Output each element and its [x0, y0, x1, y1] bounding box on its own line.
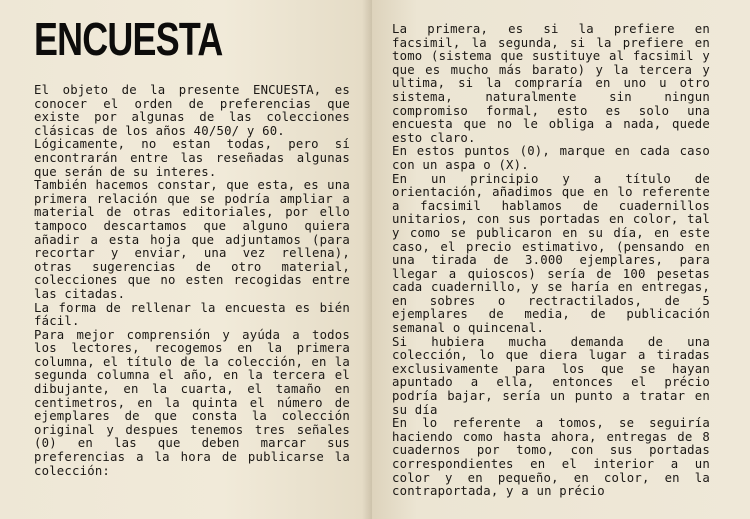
- left-page: [0, 0, 372, 519]
- paragraph: En lo referente a tomos, se seguiría haciendo como hasta ahora, entregas de 8 cuadernos por tomo, con sus portadas correspondientes en el interior a un color y en pequeño, en color, en la contraportada, y a un précio: [392, 416, 710, 499]
- paragraph: Para mejor comprensión y ayúda a todos los lectores, recogemos en la primera columna, el título de la colección, en la segunda columna el año, en la tercera el dibujante, en la cuarta, el tamaño en centimetros, en la quinta el número de ejemplares de que consta la colección original y despues tenemos tres señales (0) en las que deben marcar sus preferencias a la hora de publicarse la colección:: [34, 327, 350, 478]
- paragraph: El objeto de la presente ENCUESTA, es conocer el orden de preferencias que existe por algunas de las colecciones clásicas de los años 40/50/ y 60.: [34, 83, 350, 138]
- paragraph: La forma de rellenar la encuesta es bién fácil.: [34, 300, 350, 329]
- paragraph: La primera, es si la prefiere en facsimil, la segunda, si la prefiere en tomo (sistema que sustituye al facsimil y que es mucho más barato) y la tercera y ultima, si la compraría en uno u otro sistema, naturalmente sin ningun compromiso formal, esto es solo una encuesta que no le obliga a nada, quede esto claro.: [392, 22, 710, 145]
- paragraph: En estos puntos (0), marque en cada caso con un aspa o (X).: [392, 144, 710, 172]
- page-title: ENCUESTA: [34, 13, 223, 65]
- paragraph: En un principio y a título de orientación, añadimos que en lo referente a facsimil hablamos de cuadernillos unitarios, con sus portadas en color, tal y como se publicaron en su día, en este caso, el precio estimativo, (pensando en una tirada de 3.000 ejemplares, para llegar a quioscos) sería de 100 pesetas cada cuadernillo, y se haría en entregas, en sobres o rectractilados, de 5 ejemplares de media, de publicación semanal o quincenal.: [392, 171, 710, 336]
- right-text-column: [392, 23, 710, 499]
- left-text-column: [34, 84, 350, 478]
- paragraph: También hacemos constar, que esta, es una primera relación que se podría ampliar a material de otras editoriales, por ello tampoco descartamos que alguno quiera añadir a esta hoja que adjuntamos (para recortar y enviar, una vez rellena), otras sugerencias de otro material, colecciones que no esten recogidas entre las citadas.: [34, 178, 350, 301]
- paragraph: Lógicamente, no estan todas, pero sí encontrarán entre las reseñadas algunas que serán de su interes.: [34, 137, 350, 179]
- paragraph: Si hubiera mucha demanda de una colección, lo que diera lugar a tiradas exclusivamente para los que se hayan apuntado a ella, entonces el précio podría bajar, sería un punto a tratar en su día: [392, 334, 710, 417]
